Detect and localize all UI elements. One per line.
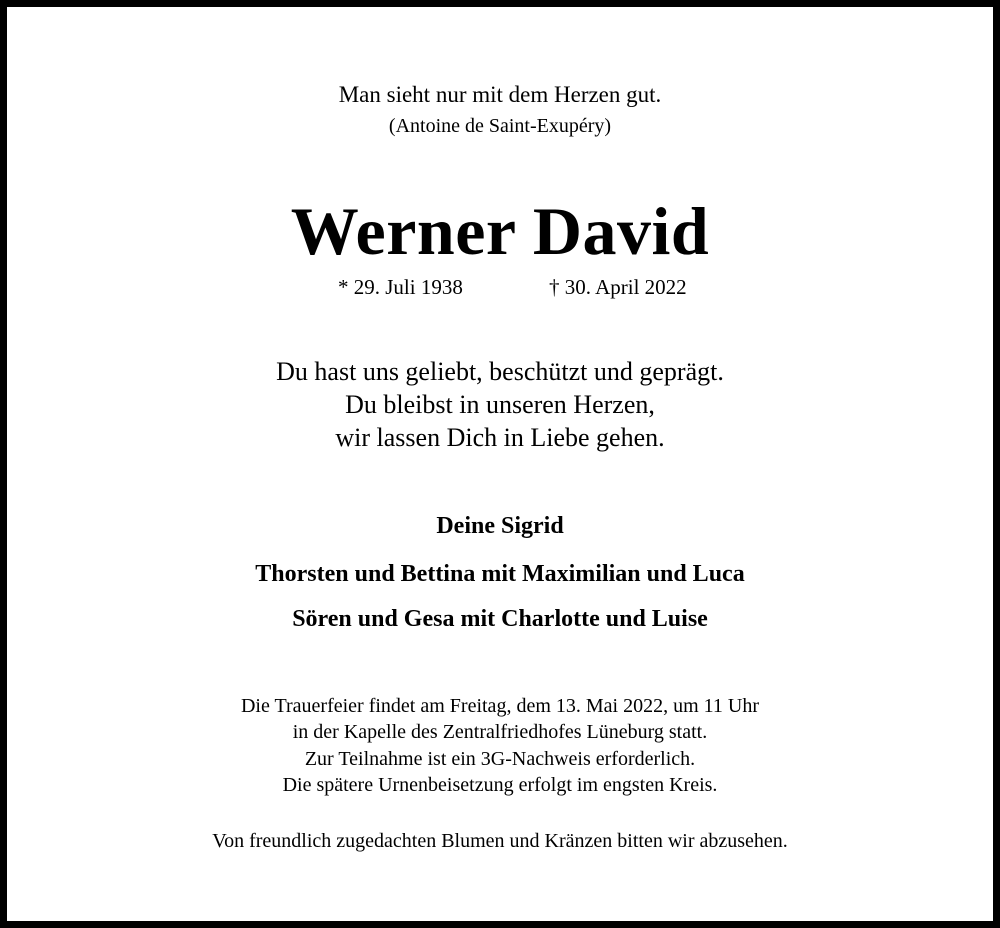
epigraph-quote: Man sieht nur mit dem Herzen gut. (338, 82, 662, 107)
verse-line: Du hast uns geliebt, beschützt und geprägt. (276, 357, 724, 386)
funeral-notice-line: Die Trauerfeier findet am Freitag, dem 13. Mai 2022, um 11 Uhr (240, 695, 760, 717)
mourner-line: Sören und Gesa mit Charlotte und Luise (292, 606, 708, 632)
verse-line: Du bleibst in unseren Herzen, (345, 390, 655, 419)
mourner-line: Deine Sigrid (436, 513, 564, 539)
life-dates (0, 277, 1000, 301)
mourner-line: Thorsten und Bettina mit Maximilian und Luca (255, 561, 745, 587)
death-date: † 30. April 2022 (549, 275, 687, 299)
funeral-notice-line: Zur Teilnahme ist ein 3G-Nachweis erforderlich. (304, 748, 696, 770)
closing-request: Von freundlich zugedachten Blumen und Kränzen bitten wir abzusehen. (212, 830, 788, 852)
birth-date: * 29. Juli 1938 (338, 275, 463, 299)
funeral-notice-line: in der Kapelle des Zentralfriedhofes Lüneburg statt. (292, 721, 708, 743)
verse-line: wir lassen Dich in Liebe gehen. (335, 423, 665, 452)
epigraph-author: (Antoine de Saint-Exupéry) (388, 115, 612, 137)
deceased-name: Werner David (290, 193, 710, 269)
funeral-notice-line: Die spätere Urnenbeisetzung erfolgt im engsten Kreis. (282, 774, 718, 796)
